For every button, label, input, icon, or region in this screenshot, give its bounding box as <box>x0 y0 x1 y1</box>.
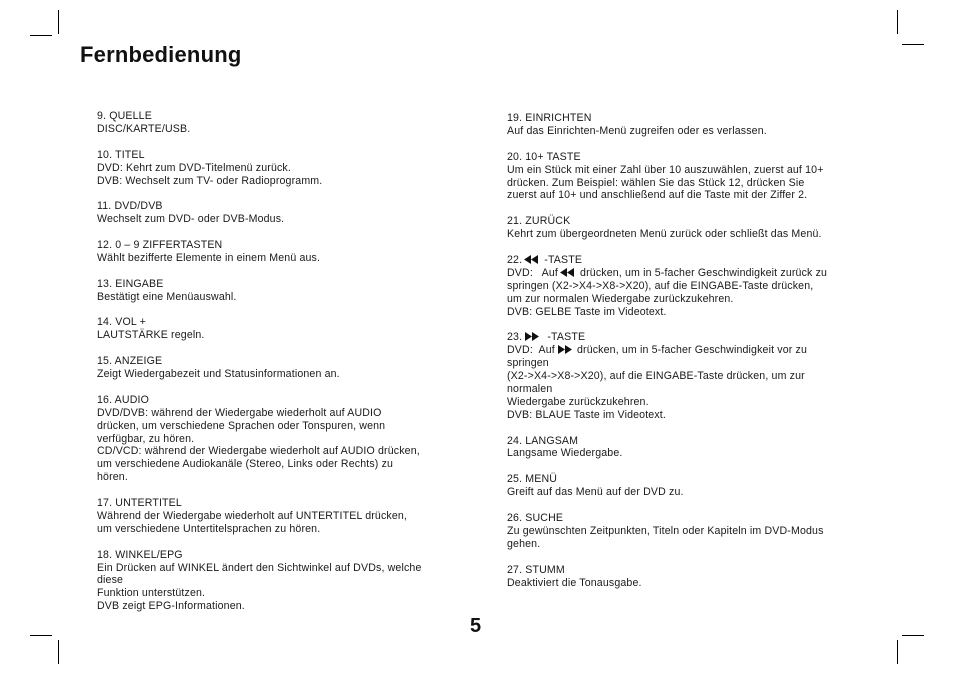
section-heading: 26. SUCHE <box>507 511 564 524</box>
section-text: DVD: Kehrt zum DVD-Titelmenü zurück. <box>97 161 291 174</box>
section-text: Wählt bezifferte Elemente in einem Menü aus. <box>97 251 321 264</box>
text-suffix: drücken, um in 5-facher Geschwindigkeit vor zu <box>573 344 808 357</box>
fast-forward-icon <box>524 332 539 341</box>
text-suffix: drücken, um in 5-facher Geschwindigkeit zurück zu <box>576 266 828 279</box>
section-text: Auf das Einrichten-Menü zugreifen oder es verlassen. <box>507 124 767 137</box>
section-heading: 9. QUELLE <box>97 110 152 122</box>
section-text <box>507 267 877 280</box>
section-einrichten <box>507 112 877 138</box>
section-text: Zeigt Wiedergabezeit und Statusinformationen an. <box>97 368 340 381</box>
section-text: DVB: BLAUE Taste im Videotext. <box>507 408 666 421</box>
section-text: um verschiedene Untertitelsprachen zu hören. <box>97 522 321 535</box>
section-heading: 15. ANZEIGE <box>97 355 163 368</box>
right-column <box>507 112 877 602</box>
section-eingabe <box>97 278 467 304</box>
section-zifferntasten <box>97 239 467 265</box>
section-text: springen (X2->X4->X8->X20), auf die EINGABE-Taste drücken, <box>507 279 814 292</box>
crop-mark <box>897 10 898 34</box>
section-text: DVB zeigt EPG-Informationen. <box>97 600 245 613</box>
section-text: DVB: Wechselt zum TV- oder Radioprogramm. <box>97 174 323 187</box>
text-prefix: DVD: Auf <box>507 344 555 357</box>
section-text: Zu gewünschten Zeitpunkten, Titeln oder Kapiteln im DVD-Modus <box>507 524 824 537</box>
heading-number: 23. <box>507 331 523 344</box>
section-heading: 16. AUDIO <box>97 393 149 406</box>
section-winkel-epg <box>97 549 467 614</box>
section-text: Wechselt zum DVD- oder DVB-Modus. <box>97 213 285 226</box>
section-heading: 13. EINGABE <box>97 277 164 290</box>
section-text: diese <box>97 574 124 587</box>
section-text: CD/VCD: während der Wiedergabe wiederholt auf AUDIO drücken, <box>97 445 420 458</box>
section-text: Greift auf das Menü auf der DVD zu. <box>507 486 684 499</box>
section-audio <box>97 394 467 484</box>
section-suche <box>507 512 877 551</box>
crop-mark <box>902 635 924 636</box>
heading-label: -TASTE <box>541 331 586 344</box>
section-heading: 11. DVD/DVB <box>97 200 163 213</box>
section-dvd-dvb <box>97 200 467 226</box>
section-heading: 18. WINKEL/EPG <box>97 548 183 561</box>
heading-label: -TASTE <box>541 253 583 266</box>
section-text: Funktion unterstützen. <box>97 587 206 600</box>
section-heading: 10. TITEL <box>97 148 145 161</box>
section-text: Um ein Stück mit einer Zahl über 10 auszuwählen, zuerst auf 10+ <box>507 163 824 176</box>
section-untertitel <box>97 497 467 536</box>
section-text: LAUTSTÄRKE regeln. <box>97 329 205 342</box>
section-heading: 24. LANGSAM <box>507 434 579 447</box>
section-titel <box>97 149 467 188</box>
section-text: Kehrt zum übergeordneten Menü zurück oder schließt das Menü. <box>507 228 822 241</box>
section-heading: 14. VOL + <box>97 316 146 329</box>
section-text: drücken. Zum Beispiel: wählen Sie das Stück 12, drücken Sie <box>507 176 805 189</box>
section-text <box>507 344 877 357</box>
crop-mark <box>58 640 59 664</box>
page-title: Fernbedienung <box>80 42 242 67</box>
section-text: Während der Wiedergabe wiederholt auf UNTERTITEL drücken, <box>97 509 408 522</box>
rewind-icon <box>524 255 539 264</box>
section-heading <box>507 254 877 267</box>
section-text: zuerst auf 10+ und anschließend auf die Taste mit der Ziffer 2. <box>507 189 808 202</box>
section-anzeige <box>97 355 467 381</box>
section-text: um verschiedene Audiokanäle (Stereo, Links oder Rechts) zu <box>97 458 394 471</box>
rewind-icon <box>560 268 575 277</box>
section-10-plus-taste <box>507 151 877 203</box>
section-heading: 17. UNTERTITEL <box>97 497 182 510</box>
section-menue <box>507 473 877 499</box>
section-text: um zur normalen Wiedergabe zurückzukehren. <box>507 292 734 305</box>
section-text: drücken, um verschiedene Sprachen oder Tonspuren, wenn <box>97 419 386 432</box>
section-text: DISC/KARTE/USB. <box>97 122 191 135</box>
section-text: Deaktiviert die Tonausgabe. <box>507 576 642 589</box>
section-heading <box>507 331 877 344</box>
section-vol <box>97 316 467 342</box>
section-text: (X2->X4->X8->X20), auf die EINGABE-Taste drücken, um zur <box>507 370 805 383</box>
section-langsam <box>507 435 877 461</box>
crop-mark <box>30 635 52 636</box>
section-zurueck <box>507 215 877 241</box>
section-text: hören. <box>97 471 128 484</box>
crop-mark <box>30 35 52 36</box>
section-fast-forward-taste <box>507 331 877 421</box>
section-text: DVD/DVB: während der Wiedergabe wiederholt auf AUDIO <box>97 406 382 419</box>
section-heading: 19. EINRICHTEN <box>507 112 592 124</box>
crop-mark <box>58 10 59 34</box>
section-heading: 27. STUMM <box>507 563 565 576</box>
section-heading: 12. 0 – 9 ZIFFERTASTEN <box>97 239 223 252</box>
left-column <box>97 110 467 626</box>
heading-number: 22. <box>507 253 523 266</box>
page-number: 5 <box>470 615 482 637</box>
section-text: Ein Drücken auf WINKEL ändert den Sichtwinkel auf DVDs, welche <box>97 561 422 574</box>
section-stumm <box>507 564 877 590</box>
section-text: Langsame Wiedergabe. <box>507 447 623 460</box>
text-prefix: DVD: Auf <box>507 266 558 279</box>
section-text: gehen. <box>507 537 541 550</box>
section-text: DVB: GELBE Taste im Videotext. <box>507 305 667 318</box>
section-heading: 20. 10+ TASTE <box>507 150 581 163</box>
section-text: springen <box>507 357 549 370</box>
crop-mark <box>902 44 924 45</box>
section-text: verfügbar, zu hören. <box>97 432 195 445</box>
crop-mark <box>897 640 898 664</box>
section-rewind-taste <box>507 254 877 319</box>
section-text: normalen <box>507 382 553 395</box>
section-heading: 25. MENÜ <box>507 473 558 486</box>
section-text: Wiedergabe zurückzukehren. <box>507 395 649 408</box>
section-heading: 21. ZURÜCK <box>507 215 571 228</box>
section-text: Bestätigt eine Menüauswahl. <box>97 290 237 303</box>
section-quelle <box>97 110 467 136</box>
fast-forward-icon <box>557 345 572 354</box>
